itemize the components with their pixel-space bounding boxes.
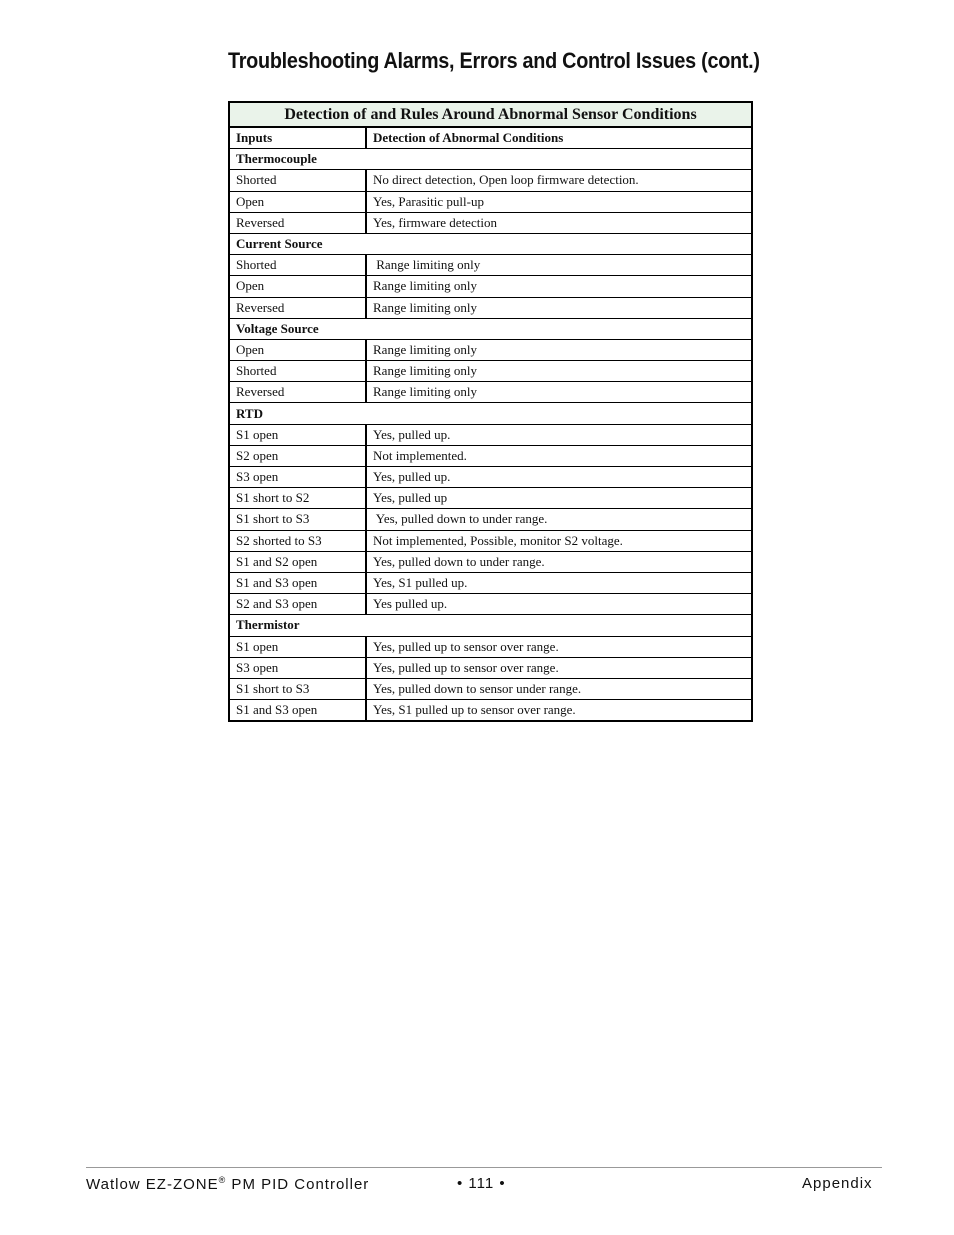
input-cell: Shorted — [229, 255, 366, 276]
group-heading: RTD — [229, 403, 752, 424]
detection-cell: Yes, pulled up. — [366, 424, 752, 445]
table-row — [229, 212, 752, 233]
detection-cell: Range limiting only — [366, 276, 752, 297]
footer-product-suffix: PM PID Controller — [226, 1176, 370, 1193]
input-cell: S2 shorted to S3 — [229, 530, 366, 551]
input-cell: Reversed — [229, 382, 366, 403]
detection-cell: Range limiting only — [366, 339, 752, 360]
input-cell: S2 open — [229, 445, 366, 466]
table-header-row — [229, 127, 752, 149]
input-cell: Reversed — [229, 297, 366, 318]
detection-cell: Yes, pulled up to sensor over range. — [366, 636, 752, 657]
table-row — [229, 445, 752, 466]
input-cell: Reversed — [229, 212, 366, 233]
page-number: • 111 • — [457, 1175, 506, 1192]
footer-product-name: Watlow EZ-ZONE — [86, 1176, 219, 1193]
table-title-row — [229, 102, 752, 127]
detection-cell: Not implemented. — [366, 445, 752, 466]
input-cell: S1 open — [229, 636, 366, 657]
table-row — [229, 276, 752, 297]
group-heading: Thermistor — [229, 615, 752, 636]
input-cell: Open — [229, 276, 366, 297]
detection-cell: Yes, S1 pulled up to sensor over range. — [366, 700, 752, 722]
detection-cell: Yes, pulled up — [366, 488, 752, 509]
group-row — [229, 615, 752, 636]
table-row — [229, 551, 752, 572]
group-heading: Current Source — [229, 233, 752, 254]
column-header-inputs: Inputs — [229, 127, 366, 149]
detection-cell: Range limiting only — [366, 382, 752, 403]
input-cell: Open — [229, 339, 366, 360]
detection-cell: Yes, pulled down to under range. — [366, 551, 752, 572]
group-row — [229, 233, 752, 254]
table-row — [229, 382, 752, 403]
input-cell: S1 and S3 open — [229, 572, 366, 593]
detection-cell: Yes, Parasitic pull-up — [366, 191, 752, 212]
table-row — [229, 509, 752, 530]
input-cell: S1 open — [229, 424, 366, 445]
page-title: Troubleshooting Alarms, Errors and Control Issues (cont.) — [228, 48, 760, 73]
input-cell: S3 open — [229, 657, 366, 678]
footer-divider — [86, 1167, 882, 1168]
input-cell: S3 open — [229, 467, 366, 488]
detection-cell: Yes, S1 pulled up. — [366, 572, 752, 593]
table-row — [229, 297, 752, 318]
input-cell: Shorted — [229, 170, 366, 191]
table-title: Detection of and Rules Around Abnormal Sensor Conditions — [229, 102, 752, 127]
detection-cell: Yes, firmware detection — [366, 212, 752, 233]
table-row — [229, 170, 752, 191]
table-row — [229, 488, 752, 509]
table-row — [229, 678, 752, 699]
detection-cell: Not implemented, Possible, monitor S2 voltage. — [366, 530, 752, 551]
input-cell: S1 short to S3 — [229, 509, 366, 530]
sensor-conditions-table — [228, 101, 753, 722]
table-row — [229, 594, 752, 615]
detection-cell: Range limiting only — [366, 297, 752, 318]
input-cell: S1 short to S2 — [229, 488, 366, 509]
detection-cell: Yes, pulled up. — [366, 467, 752, 488]
input-cell: S2 and S3 open — [229, 594, 366, 615]
input-cell: Shorted — [229, 361, 366, 382]
table-row — [229, 636, 752, 657]
table-row — [229, 255, 752, 276]
footer-product — [86, 1175, 369, 1193]
detection-cell: Yes pulled up. — [366, 594, 752, 615]
detection-cell: Yes, pulled up to sensor over range. — [366, 657, 752, 678]
group-row — [229, 403, 752, 424]
input-cell: Open — [229, 191, 366, 212]
input-cell: S1 and S3 open — [229, 700, 366, 722]
column-header-detection: Detection of Abnormal Conditions — [366, 127, 752, 149]
group-heading: Voltage Source — [229, 318, 752, 339]
table-row — [229, 530, 752, 551]
table-row — [229, 657, 752, 678]
table-row — [229, 572, 752, 593]
table-row — [229, 424, 752, 445]
input-cell: S1 short to S3 — [229, 678, 366, 699]
table-row — [229, 339, 752, 360]
group-heading: Thermocouple — [229, 149, 752, 170]
detection-cell: Yes, pulled down to sensor under range. — [366, 678, 752, 699]
table-row — [229, 700, 752, 722]
table-row — [229, 361, 752, 382]
table-row — [229, 467, 752, 488]
detection-cell: Range limiting only — [366, 361, 752, 382]
input-cell: S1 and S2 open — [229, 551, 366, 572]
detection-cell: Range limiting only — [366, 255, 752, 276]
table-row — [229, 191, 752, 212]
detection-cell: No direct detection, Open loop firmware detection. — [366, 170, 752, 191]
group-row — [229, 149, 752, 170]
group-row — [229, 318, 752, 339]
registered-mark: ® — [218, 1175, 227, 1185]
footer-section: Appendix — [802, 1175, 873, 1192]
detection-cell: Yes, pulled down to under range. — [366, 509, 752, 530]
